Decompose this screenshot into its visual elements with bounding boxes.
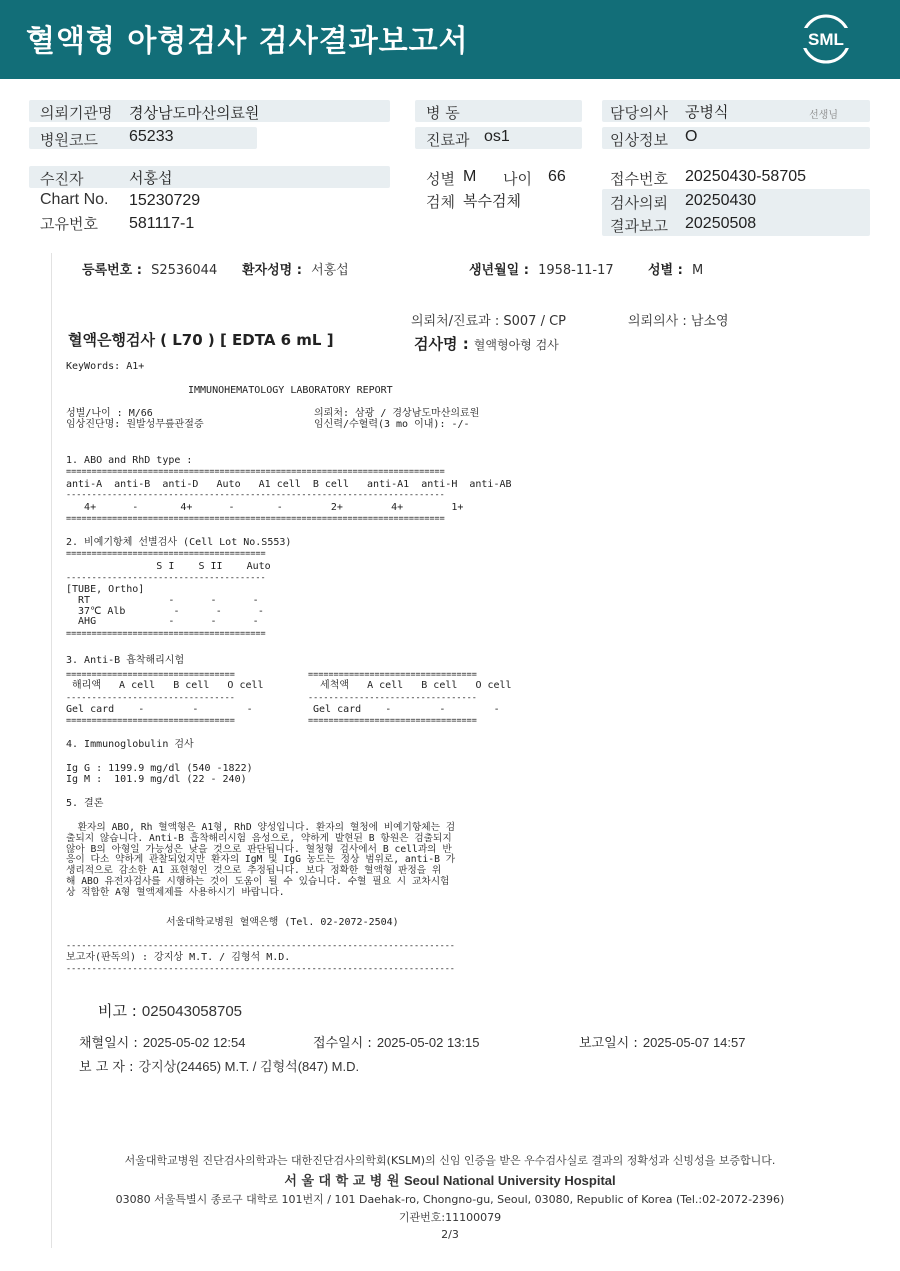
lab-report-title: IMMUNOHEMATOLOGY LABORATORY REPORT xyxy=(188,385,393,396)
antibody-separator-mid: --------------------------------------- xyxy=(66,573,266,583)
reg-value: S2536044 xyxy=(151,263,218,278)
receive-row xyxy=(313,1032,480,1051)
sex-age: 성별/나이 : M/66 xyxy=(66,408,153,419)
birth-row xyxy=(469,259,614,278)
doctor-honorific: 선생님 xyxy=(809,110,838,121)
referral-dept-value: S007 / CP xyxy=(503,314,567,329)
eluate-separator-bottom: ================================= xyxy=(66,716,235,726)
wash-table-header: 세척액 A cell B cell O cell xyxy=(308,680,512,691)
antibody-table-header: S I S II Auto xyxy=(66,561,271,572)
receive-value: 2025-05-02 13:15 xyxy=(376,1035,480,1050)
antibody-separator-bottom: ======================================= xyxy=(66,629,266,639)
hospital-name xyxy=(0,1170,900,1189)
test-title: 혈액은행검사 ( L70 ) [ EDTA 6 mL ] xyxy=(68,331,334,349)
hospital-address: 03080 서울특별시 종로구 대학로 101번지 / 101 Daehak-ro, Chongno-gu, Seoul, 03080, Republic of Korea (Tel.:02-2072-2396) xyxy=(115,1193,785,1206)
birth-label: 생년월일 : xyxy=(469,263,529,278)
reporter-row xyxy=(79,1056,359,1075)
hospital-name-kr: 서 울 대 학 교 병 원 xyxy=(284,1174,400,1189)
adsorption-title: 3. Anti-B 흡착해리시험 xyxy=(66,655,185,666)
chart-value: 15230729 xyxy=(129,192,201,209)
ward-label: 병 동 xyxy=(426,104,460,122)
request-value: 20250430 xyxy=(685,192,757,209)
receive-label: 접수일시 : xyxy=(313,1036,372,1051)
note-row xyxy=(98,1000,242,1021)
note-label: 비고 : xyxy=(98,1002,137,1020)
antibody-table-body: [TUBE, Ortho] RT - - - 37℃ Alb - - - AHG - - - xyxy=(66,584,264,628)
age-value: 66 xyxy=(548,168,566,185)
certification-statement: 서울대학교병원 진단검사의학과는 대한진단검사의학회(KSLM)의 신임 인증을 받은 우수검사실로 결과의 정확성과 신빙성을 보증합니다. xyxy=(124,1154,776,1167)
reporter-separator-top: ---------------------------------------------------------------------------- xyxy=(66,941,455,951)
eluate-table-row: Gel card - - - xyxy=(66,704,253,715)
eluate-separator-mid: --------------------------------- xyxy=(66,693,235,703)
age-label: 나이 xyxy=(503,170,532,188)
patient-name-row xyxy=(242,259,349,278)
wash-separator-mid: --------------------------------- xyxy=(308,693,477,703)
reporter-reading: 보고자(판독의) : 강지상 M.T. / 김형석 M.D. xyxy=(66,952,291,963)
test-name-row xyxy=(414,333,559,354)
hospital-code-label: 병원코드 xyxy=(40,131,98,149)
collect-row xyxy=(79,1032,246,1051)
hospital-name-en: Seoul National University Hospital xyxy=(403,1173,616,1188)
pregnancy-transfusion: 임신력/수혈력(3 mo 이내): -/- xyxy=(314,419,470,430)
patient-name-label: 환자성명 : xyxy=(242,263,302,278)
abo-table-header: anti-A anti-B anti-D Auto A1 cell B cell anti-A1 anti-H anti-AB xyxy=(66,479,512,490)
eluate-separator-top: ================================= xyxy=(66,670,235,680)
conclusion-body: 환자의 ABO, Rh 혈액형은 A1형, RhD 양성입니다. 환자의 혈청에 비예기항체는 검 출되지 않습니다. Anti-B 흡착해리시험 음성으로, 약하게 발현된 B 항원은 검출되지 않아 B의 아형일 가능성은 낮을 것으로 판단됩니다. 혈청형 검사에서 B cell과의 반 응이 다소 약하게 관찰되었지만 환자의 IgM 및 IgG 농도는 정상 범위로, anti-B 가 생리적으로 감소한 A1 표현형인 것으로 추정됩니다. 보다 정확한 혈액형 판정을 위 해 ABO 유전자검사를 시행하는 것이 도움이 될 수 있습니다. 수혈 필요 시 교차시험 상 적합한 A형 혈액제제를 사용하시기 바랍니다. xyxy=(66,822,456,898)
blood-bank-contact: 서울대학교병원 혈액은행 (Tel. 02-2072-2504) xyxy=(166,917,399,928)
institution-label: 의뢰기관명 xyxy=(40,104,113,122)
antibody-separator-top: ======================================= xyxy=(66,549,266,559)
referral-dept-label: 의뢰처/진료과 : xyxy=(411,314,500,329)
referral-doctor-row xyxy=(628,310,729,329)
report-date-value: 20250508 xyxy=(685,215,757,232)
wash-table-row: Gel card - - - xyxy=(313,704,500,715)
birth-value: 1958-11-17 xyxy=(538,263,614,278)
test-name-value: 혈액형아형 검사 xyxy=(473,338,559,352)
note-value: 025043058705 xyxy=(141,1003,243,1020)
reg-label: 등록번호 : xyxy=(82,263,142,278)
abo-separator-mid: -------------------------------------------------------------------------- xyxy=(66,490,445,500)
dept-label: 진료과 xyxy=(426,131,470,149)
page-number: 2/3 xyxy=(441,1228,459,1241)
report-sex-label: 성별 : xyxy=(648,263,683,278)
patient-name-value: 서홍섭 xyxy=(311,263,349,278)
sex-label: 성별 xyxy=(426,170,455,188)
institution-value: 경상남도마산의료원 xyxy=(129,104,260,122)
reporter-separator-bottom: ---------------------------------------------------------------------------- xyxy=(66,964,455,974)
institution-number: 기관번호:11100079 xyxy=(398,1211,502,1224)
sml-logo xyxy=(801,14,851,64)
diagnosis: 임상진단명: 원발성무릎관절증 xyxy=(66,419,204,430)
clinical-label: 임상정보 xyxy=(610,131,668,149)
receipt-label: 접수번호 xyxy=(610,170,668,188)
immunoglobulin-title: 4. Immunoglobulin 검사 xyxy=(66,739,194,750)
specimen-value: 복수검체 xyxy=(463,192,521,210)
wash-separator-top: ================================= xyxy=(308,670,477,680)
dept-value: os1 xyxy=(484,128,510,145)
report-header xyxy=(0,0,900,79)
keywords: KeyWords: A1+ xyxy=(66,361,145,372)
final-report-label: 보고일시 : xyxy=(579,1036,638,1051)
final-report-value: 2025-05-07 14:57 xyxy=(642,1035,746,1050)
chart-label: Chart No. xyxy=(40,191,109,208)
clinical-value: O xyxy=(685,128,698,145)
margin-line xyxy=(51,253,52,1248)
unique-label: 고유번호 xyxy=(40,215,98,233)
reporter-label: 보 고 자 : xyxy=(79,1060,134,1075)
abo-separator-bottom: ========================================================================== xyxy=(66,514,445,524)
doctor-label: 담당의사 xyxy=(610,104,668,122)
test-name-label: 검사명 : xyxy=(414,335,469,353)
wash-separator-bottom: ================================= xyxy=(308,716,477,726)
report-title: 혈액형 아형검사 검사결과보고서 xyxy=(26,24,469,59)
request-label: 검사의뢰 xyxy=(610,194,668,212)
report-sex-row xyxy=(648,259,703,278)
registration-row xyxy=(82,259,217,278)
abo-separator-top: ========================================================================== xyxy=(66,467,445,477)
specimen-label: 검체 xyxy=(426,193,455,211)
collect-label: 채혈일시 : xyxy=(79,1036,138,1051)
patient-label: 수진자 xyxy=(40,170,84,188)
abo-table-values: 4+ - 4+ - - 2+ 4+ 1+ xyxy=(66,502,464,513)
eluate-table-header: 해리액 A cell B cell O cell xyxy=(66,680,264,691)
referral-doctor-label: 의뢰의사 : xyxy=(628,314,687,329)
requester: 의뢰처: 삼광 / 경상남도마산의료원 xyxy=(314,408,480,419)
patient-value: 서홍섭 xyxy=(129,169,173,187)
final-report-row xyxy=(579,1032,746,1051)
report-date-label: 결과보고 xyxy=(610,217,668,235)
hospital-code-value: 65233 xyxy=(129,128,174,145)
referral-doctor-value: 남소영 xyxy=(690,314,729,329)
doctor-value: 공병식 xyxy=(685,103,729,121)
referral-dept-row xyxy=(411,310,566,329)
conclusion-title: 5. 결론 xyxy=(66,798,104,809)
collect-value: 2025-05-02 12:54 xyxy=(142,1035,246,1050)
unique-value: 581117-1 xyxy=(129,215,195,232)
immunoglobulin-values: Ig G : 1199.9 mg/dl (540 -1822) Ig M : 101.9 mg/dl (22 - 240) xyxy=(66,763,253,785)
report-sex-value: M xyxy=(691,263,704,278)
receipt-value: 20250430-58705 xyxy=(685,168,807,185)
logo-text: SML xyxy=(808,30,844,49)
antibody-screen-title: 2. 비예기항체 선별검사 (Cell Lot No.S553) xyxy=(66,537,292,548)
reporter-value: 강지상(24465) M.T. / 김형석(847) M.D. xyxy=(138,1059,360,1074)
sex-value: M xyxy=(463,168,477,185)
abo-section-title: 1. ABO and RhD type : xyxy=(66,455,193,466)
